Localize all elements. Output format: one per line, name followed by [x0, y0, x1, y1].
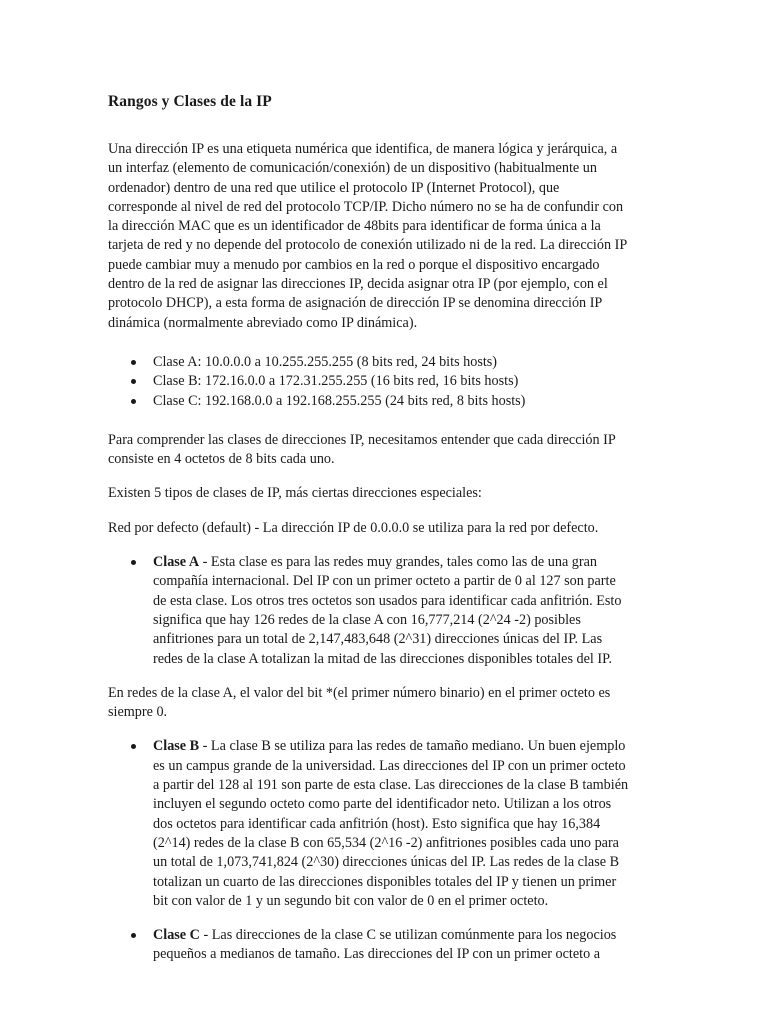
class-c-text: - Las direcciones de la clase C se utilizan comúnmente para los negocios pequeños a medianos de tamaño. Las direcciones del IP con un primer octeto a — [153, 927, 617, 963]
class-a-text: - Esta clase es para las redes muy grandes, tales como las de una gran compañía internacional. Del IP con un primer octeto a partir de 0 al 127 son parte de esta clase. Los otros tres octetos son usados para identificar cada anfitrión. Esto significa que hay 126 redes de la clase A con 16,777,214 (2^24 -2) posibles anfitriones para un total de 2,147,483,648 (2^31) direcciones únicas del IP. Las redes de la clase A totalizan la mitad de las direcciones disponibles totales del IP. — [153, 554, 622, 667]
class-c-item — [153, 926, 632, 965]
class-b-label: Clase B — [153, 738, 200, 755]
class-a-item — [153, 553, 632, 669]
document-title: Rangos y Clases de la IP — [108, 93, 272, 110]
list-item: Clase C: 192.168.0.0 a 192.168.255.255 (24 bits red, 8 bits hosts) — [153, 392, 632, 411]
class-c-label: Clase C — [153, 927, 200, 944]
types-paragraph: Existen 5 tipos de clases de IP, más ciertas direcciones especiales: — [108, 485, 482, 502]
octets-paragraph: Para comprender las clases de direcciones IP, necesitamos entender que cada dirección IP consiste en 4 octetos de 8 bits cada uno. — [108, 431, 616, 468]
class-a-bit-paragraph: En redes de la clase A, el valor del bit *(el primer número binario) en el primer octeto es siempre 0. — [108, 684, 611, 721]
class-b-text: - La clase B se utiliza para las redes de tamaño mediano. Un buen ejemplo es un campus grande de la universidad. Las direcciones del IP con un primer octeto a partir del 128 al 191 son parte de esta clase. Las direcciones de la clase B también incluyen el segundo octeto como parte del identificador neto. Utilizan a los otros dos octetos para identificar cada anfitrión (host). Esto significa que hay 16,384 (2^14) redes de la clase B con 65,534 (2^16 -2) anfitriones posibles cada uno para un total de 1,073,741,824 (2^30) direcciones únicas del IP. Las redes de la clase B totalizan un cuarto de las direcciones disponibles totales del IP y tienen un primer bit con valor de 1 y un segundo bit con valor de 0 en el primer octeto. — [153, 738, 629, 909]
class-a-list — [108, 553, 632, 669]
class-a-label: Clase A — [153, 554, 200, 571]
intro-paragraph: Una dirección IP es una etiqueta numérica que identifica, de manera lógica y jerárquica, a un interfaz (elemento de comunicación/conexión) de un dispositivo (habitualmente un ordenador) dentro de una red que utilice el protocolo IP (Internet Protocol), que corresponde al nivel de red del protocolo TCP/IP. Dicho número no se ha de confundir con la dirección MAC que es un identificador de 48bits para identificar de forma única a la tarjeta de red y no depende del protocolo de conexión utilizado ni de la red. La dirección IP puede cambiar muy a menudo por cambios en la red o porque el dispositivo encargado dentro de la red de asignar las direcciones IP, decida asignar otra IP (por ejemplo, con el protocolo DHCP), a esta forma de asignación de dirección IP se denomina dirección IP dinámica (normalmente abreviado como IP dinámica). — [108, 141, 627, 331]
class-c-list — [108, 926, 632, 965]
ranges-list — [108, 353, 632, 411]
list-item: Clase A: 10.0.0.0 a 10.255.255.255 (8 bits red, 24 bits hosts) — [153, 353, 632, 372]
default-network-paragraph: Red por defecto (default) - La dirección IP de 0.0.0.0 se utiliza para la red por defecto. — [108, 519, 599, 536]
class-b-item — [153, 737, 632, 911]
class-b-list — [108, 737, 632, 911]
list-item: Clase B: 172.16.0.0 a 172.31.255.255 (16 bits red, 16 bits hosts) — [153, 372, 632, 391]
